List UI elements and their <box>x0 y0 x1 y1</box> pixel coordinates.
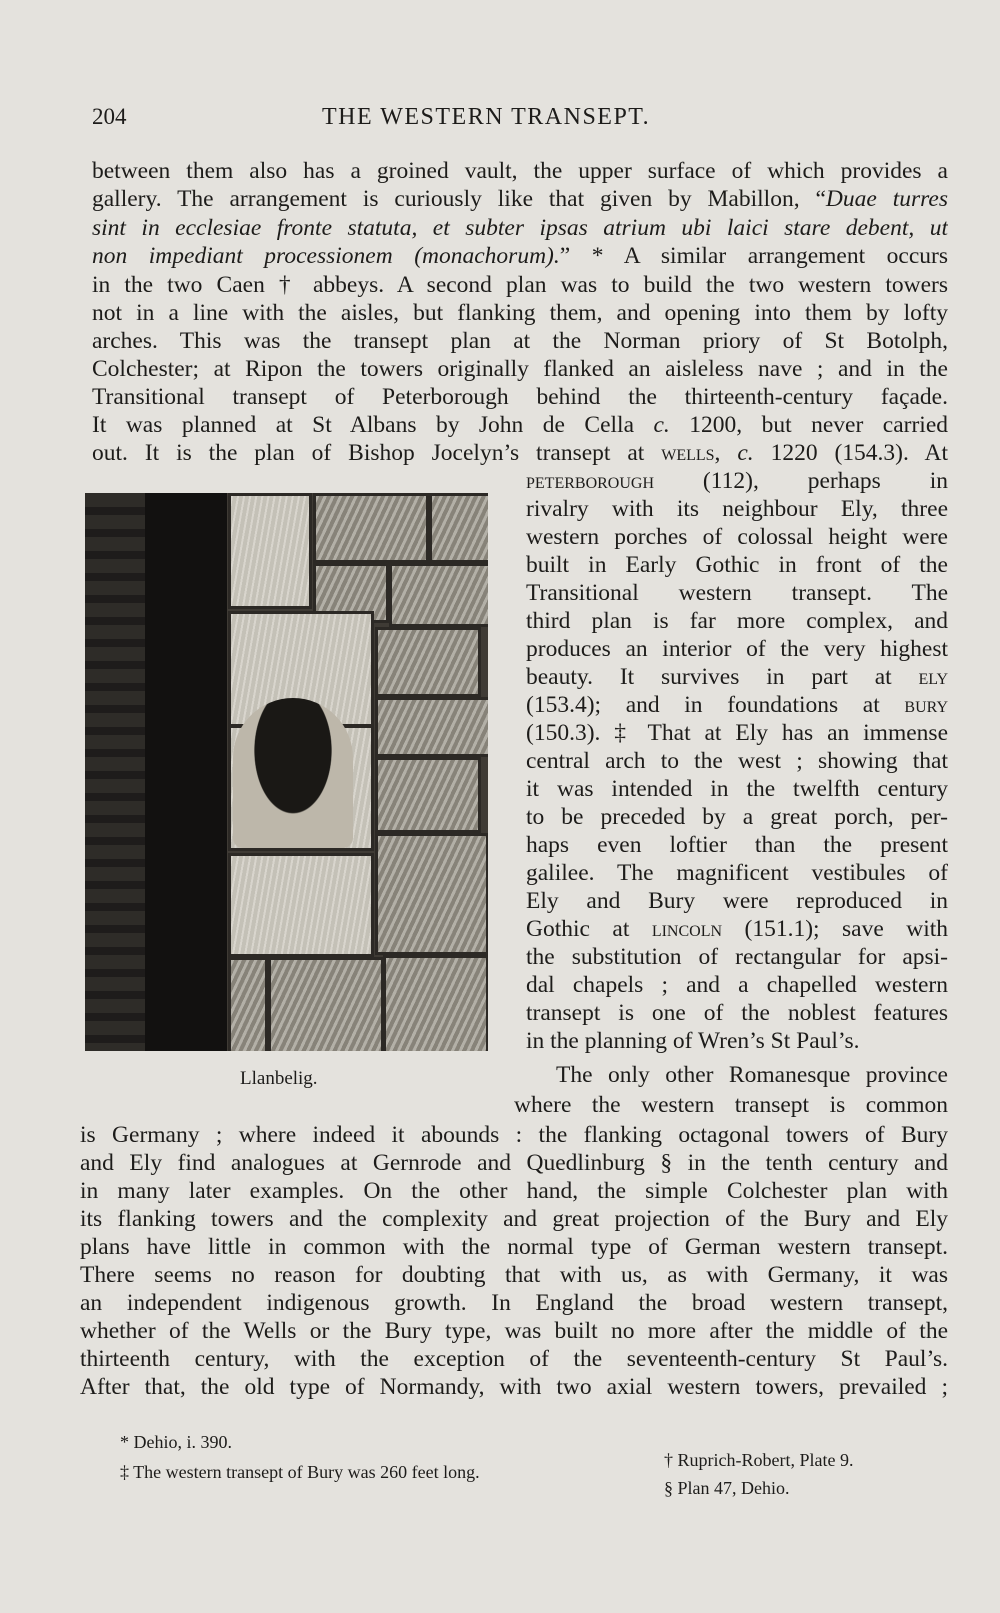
body-line: beauty. It survives in part at ely <box>526 664 948 690</box>
body-line: produces an interior of the very highest <box>526 636 948 662</box>
body-line: It was planned at St Albans by John de Cella c. 1200, but never carried <box>92 412 948 438</box>
body-line: (153.4); and in foundations at bury <box>526 692 948 718</box>
llanbelig-photograph <box>85 493 488 1051</box>
body-line: peterborough (112), perhaps in <box>526 468 948 494</box>
stone-niche <box>233 698 353 848</box>
body-line: western porches of colossal height were <box>526 524 948 550</box>
body-line: between them also has a groined vault, the upper surface of which provides a <box>92 158 948 184</box>
body-line: dal chapels ; and a chapelled western <box>526 972 948 998</box>
page-number: 204 <box>92 104 127 129</box>
footnote: * Dehio, i. 390. <box>120 1432 232 1452</box>
body-line: After that, the old type of Normandy, with two axial western towers, prevailed ; <box>80 1374 948 1400</box>
body-line: whether of the Wells or the Bury type, was built no more after the middle of the <box>80 1318 948 1344</box>
body-line: in the planning of Wren’s St Paul’s. <box>526 1028 860 1054</box>
body-line: the substitution of rectangular for apsi- <box>526 944 948 970</box>
body-line: to be preceded by a great porch, per- <box>526 804 948 830</box>
footnote: † Ruprich-Robert, Plate 9. <box>664 1450 854 1470</box>
running-title: THE WESTERN TRANSEPT. <box>322 104 651 130</box>
body-line: plans have little in common with the normal type of German western transept. <box>80 1234 948 1260</box>
body-line: in many later examples. On the other hand, the simple Colchester plan with <box>80 1178 948 1204</box>
body-line: and Ely find analogues at Gernrode and Quedlinburg § in the tenth century and <box>80 1150 948 1176</box>
body-line: gallery. The arrangement is curiously like that given by Mabillon, “Duae turres <box>92 186 948 212</box>
body-line: it was intended in the twelfth century <box>526 776 948 802</box>
body-line: Transitional western transept. The <box>526 580 948 606</box>
body-line: is Germany ; where indeed it abounds : the flanking octagonal towers of Bury <box>80 1122 948 1148</box>
footnote: § Plan 47, Dehio. <box>664 1478 790 1498</box>
body-line: sint in ecclesiae fronte statuta, et subter ipsas atrium ubi laici stare debent, ut <box>92 215 948 241</box>
body-line: its flanking towers and the complexity and great projection of the Bury and Ely <box>80 1206 948 1232</box>
body-line: Gothic at lincoln (151.1); save with <box>526 916 948 942</box>
body-line: central arch to the west ; showing that <box>526 748 948 774</box>
body-line: non impediant processionem (monachorum).” * A similar arrangement occurs <box>92 243 948 269</box>
body-line: There seems no reason for doubting that with us, as with Germany, it was <box>80 1262 948 1288</box>
body-line: not in a line with the aisles, but flanking them, and opening into them by lofty <box>92 300 948 326</box>
body-line: transept is one of the noblest features <box>526 1000 948 1026</box>
body-line: Colchester; at Ripon the towers originally flanked an aisleless nave ; and in the <box>92 356 948 382</box>
body-line: thirteenth century, with the exception of the seventeenth-century St Paul’s. <box>80 1346 948 1372</box>
body-line: rivalry with its neighbour Ely, three <box>526 496 948 522</box>
body-line: Ely and Bury were reproduced in <box>526 888 948 914</box>
body-line: galilee. The magnificent vestibules of <box>526 860 948 886</box>
body-line: in the two Caen † abbeys. A second plan was to build the two western towers <box>92 272 948 298</box>
footnote: ‡ The western transept of Bury was 260 feet long. <box>120 1462 480 1482</box>
body-line: Transitional transept of Peterborough behind the thirteenth-century façade. <box>92 384 948 410</box>
body-line: built in Early Gothic in front of the <box>526 552 948 578</box>
body-line: where the western transept is common <box>514 1092 948 1118</box>
body-line: an independent indigenous growth. In England the broad western transept, <box>80 1290 948 1316</box>
body-line: The only other Romanesque province <box>556 1062 948 1088</box>
body-line: third plan is far more complex, and <box>526 608 948 634</box>
body-line: out. It is the plan of Bishop Jocelyn’s transept at wells, c. 1220 (154.3). At <box>92 440 948 466</box>
figure-caption: Llanbelig. <box>240 1068 318 1089</box>
body-line: (150.3). ‡ That at Ely has an immense <box>526 720 948 746</box>
running-head <box>92 104 918 138</box>
body-line: haps even loftier than the present <box>526 832 948 858</box>
body-line: arches. This was the transept plan at the Norman priory of St Botolph, <box>92 328 948 354</box>
